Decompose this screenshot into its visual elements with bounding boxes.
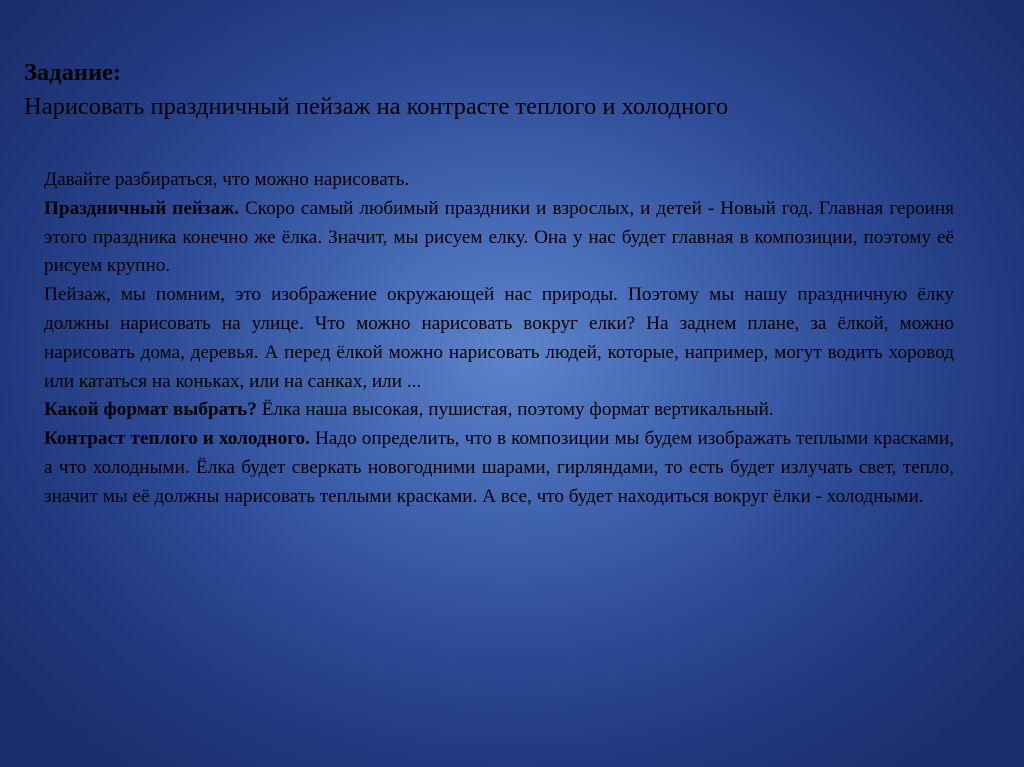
paragraph-festive-landscape	[44, 195, 954, 281]
slide-heading	[24, 56, 1014, 124]
paragraph-contrast-text: Надо определить, что в композиции мы будем изображать теплыми красками, а что холодными. Ёлка будет сверкать новогодними шарами, гирляндами, то есть будет излучать свет, тепло, значит мы её должны нарисовать теплыми красками. А все, что будет находиться вокруг ёлки - холодными.	[44, 428, 954, 507]
paragraph-contrast-heading: Контраст теплого и холодного.	[44, 428, 310, 450]
paragraph-festive-landscape-text: Скоро самый любимый праздники и взрослых, и детей - Новый год. Главная героиня этого праздника конечно же ёлка. Значит, мы рисуем елку. Она у нас будет главная в композиции, поэтому её рисуем крупно.	[44, 197, 954, 277]
slide-body	[44, 166, 954, 512]
paragraph-format-text: Ёлка наша высокая, пушистая, поэтому формат вертикальный.	[256, 399, 774, 421]
intro-paragraph: Давайте разбираться, что можно нарисовать.	[44, 169, 410, 190]
paragraph-landscape: Пейзаж, мы помним, это изображение окружающей нас природы. Поэтому мы нашу праздничную ёлку должны нарисовать на улице. Что можно нарисовать вокруг елки? На заднем плане, за ёлкой, можно нарисовать дома, деревья. А перед ёлкой можно нарисовать людей, которые, например, могут водить хоровод или кататься на коньках, или на санках, или ...	[44, 284, 954, 392]
paragraph-contrast	[44, 425, 954, 511]
paragraph-format	[44, 396, 954, 425]
paragraph-format-heading: Какой формат выбрать?	[44, 399, 257, 421]
paragraph-festive-landscape-heading: Праздничный пейзаж.	[44, 197, 239, 219]
task-title: Нарисовать праздничный пейзаж на контрасте теплого и холодного	[24, 93, 729, 120]
task-label: Задание:	[24, 59, 122, 86]
